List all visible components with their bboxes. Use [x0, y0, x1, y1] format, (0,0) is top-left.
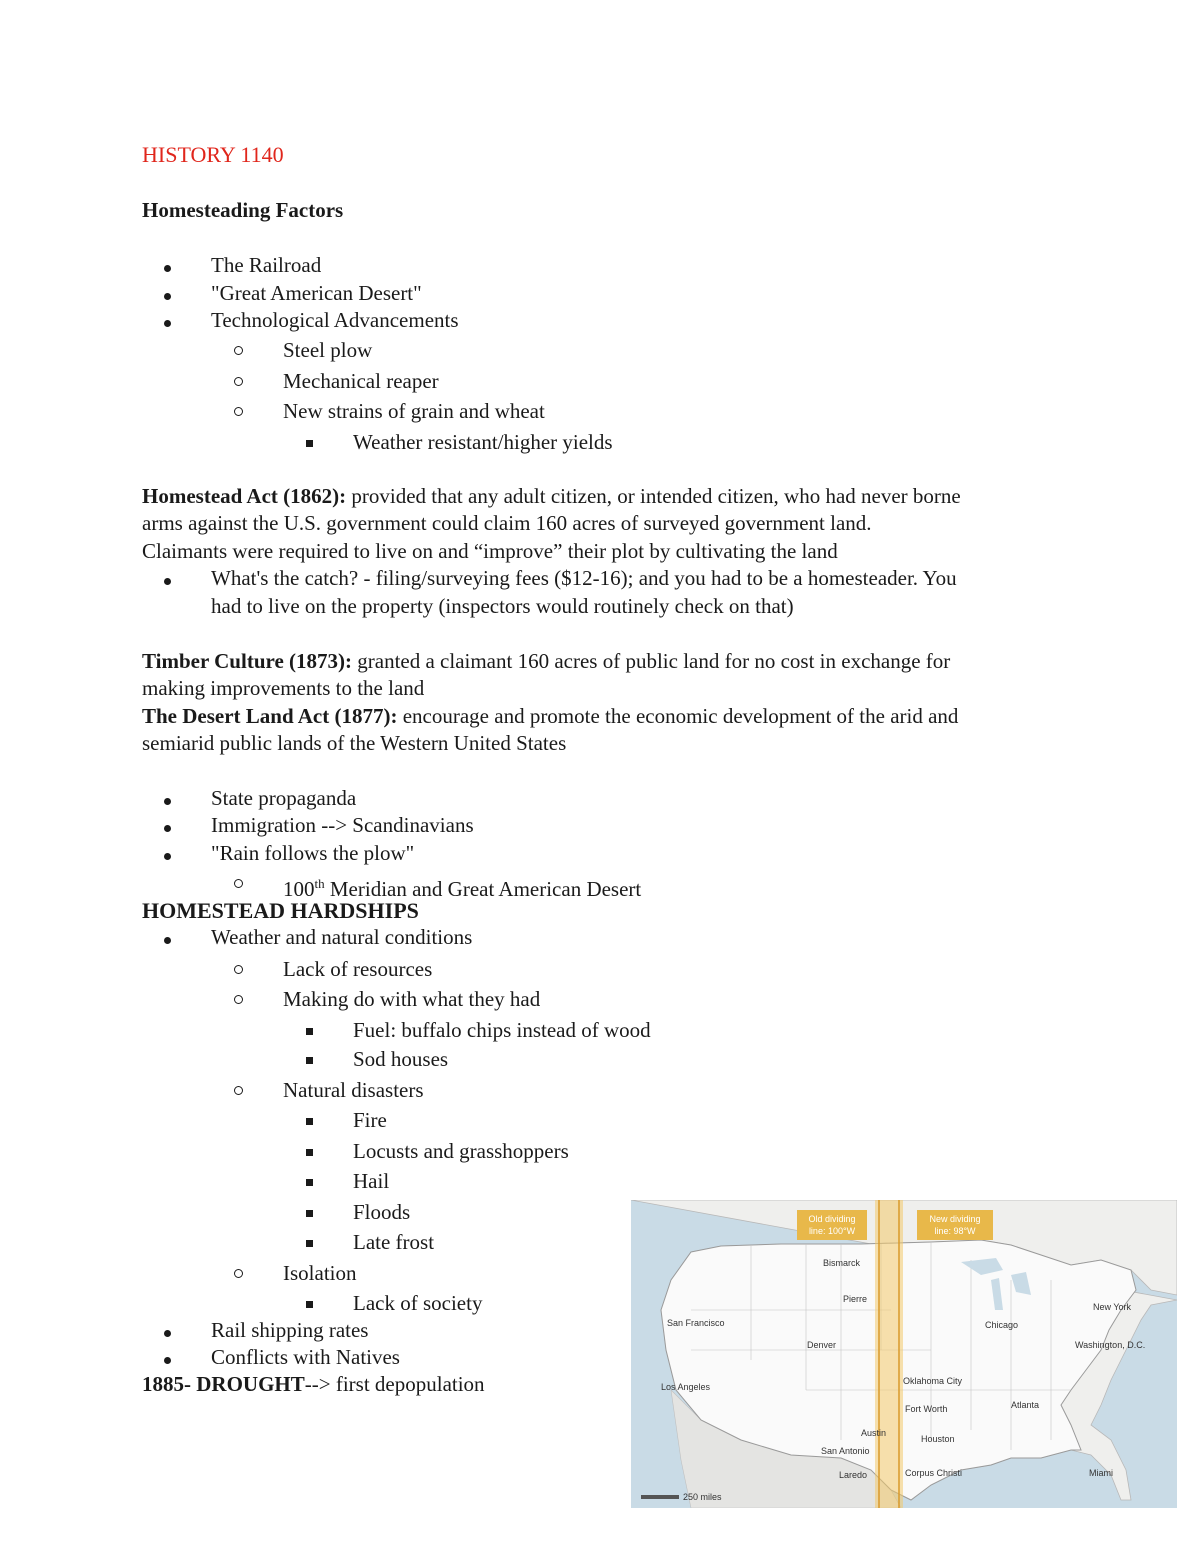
factors-heading: Homesteading Factors — [142, 198, 344, 222]
list-item: Steel plow — [0, 337, 1200, 365]
bullet-square — [306, 1168, 313, 1196]
list-item: Conflicts with Natives — [0, 1344, 1200, 1372]
hardships-heading: HOMESTEAD HARDSHIPS — [142, 898, 419, 923]
list-item: Mechanical reaper — [0, 368, 1200, 396]
old-line-label: Old dividing — [808, 1214, 856, 1224]
list-item: Late frost — [0, 1229, 1200, 1257]
city-label: Washington, D.C. — [1075, 1340, 1146, 1350]
city-label: Miami — [1089, 1468, 1113, 1478]
list-item: Floods — [0, 1199, 1200, 1227]
drought-line: 1885- DROUGHT--> first depopulation — [142, 1372, 485, 1396]
timber-culture-paragraph: Timber Culture (1873): granted a claimant 160 acres of public land for no cost in exchange for — [142, 649, 951, 673]
course-title: HISTORY 1140 — [142, 142, 284, 167]
list-item: Sod houses — [0, 1046, 1200, 1074]
map-scale-label: 250 miles — [683, 1492, 722, 1502]
list-item: Technological Advancements — [0, 307, 1200, 335]
list-item: Locusts and grasshoppers — [0, 1138, 1200, 1166]
list-item: Natural disasters — [0, 1077, 1200, 1105]
bullet-dot — [164, 812, 171, 839]
svg-text:line: 98°W: line: 98°W — [934, 1226, 976, 1236]
city-label: Fort Worth — [905, 1404, 948, 1414]
city-label: Laredo — [839, 1470, 868, 1480]
list-item: Immigration --> Scandinavians — [0, 812, 1200, 840]
bullet-square — [306, 1107, 313, 1135]
list-item: 100th Meridian and Great American Desert — [0, 870, 1200, 898]
list-item: Hail — [0, 1168, 1200, 1196]
list-item: Lack of society — [0, 1290, 1200, 1318]
homestead-act-paragraph: Homestead Act (1862): provided that any adult citizen, or intended citizen, who had never borne — [142, 484, 961, 508]
city-label: New York — [1093, 1302, 1132, 1312]
city-label: Bismarck — [823, 1258, 861, 1268]
bullet-circle — [234, 870, 243, 897]
list-item: Lack of resources — [0, 956, 1200, 984]
list-item: Rail shipping rates — [0, 1317, 1200, 1345]
paragraph-line: Claimants were required to live on and “improve” their plot by cultivating the land — [142, 539, 838, 563]
bullet-square — [306, 1017, 313, 1045]
bullet-dot — [164, 565, 171, 592]
map-scale-bar — [641, 1495, 679, 1499]
list-item-continuation: had to live on the property (inspectors would routinely check on that) — [211, 594, 794, 618]
list-item: Weather and natural conditions — [0, 924, 1200, 952]
new-line-label: New dividing — [929, 1214, 981, 1224]
bullet-dot — [164, 1344, 171, 1371]
bullet-dot — [164, 1317, 171, 1344]
bullet-square — [306, 1229, 313, 1257]
list-item: Making do with what they had — [0, 986, 1200, 1014]
bullet-dot — [164, 252, 171, 279]
list-item: Fire — [0, 1107, 1200, 1135]
bullet-dot — [164, 924, 171, 951]
list-item: Isolation — [0, 1260, 1200, 1288]
city-label: Atlanta — [1011, 1400, 1040, 1410]
paragraph-line: making improvements to the land — [142, 676, 425, 700]
bullet-circle — [234, 986, 243, 1013]
list-item: "Rain follows the plow" — [0, 840, 1200, 868]
bullet-dot — [164, 785, 171, 812]
city-label: San Francisco — [667, 1318, 725, 1328]
city-label: San Antonio — [821, 1446, 870, 1456]
paragraph-line: arms against the U.S. government could claim 160 acres of surveyed government land. — [142, 511, 872, 535]
svg-text:line: 100°W: line: 100°W — [808, 1226, 856, 1236]
bullet-circle — [234, 956, 243, 983]
bullet-square — [306, 1138, 313, 1166]
list-item: What's the catch? - filing/surveying fees ($12-16); and you had to be a homesteader. You — [0, 565, 1200, 593]
bullet-circle — [234, 368, 243, 395]
us-dividing-line-map — [631, 1200, 1177, 1508]
bullet-circle — [234, 1260, 243, 1287]
list-item: Weather resistant/higher yields — [0, 429, 1200, 457]
bullet-dot — [164, 280, 171, 307]
city-label: Pierre — [843, 1294, 868, 1304]
city-label: Denver — [807, 1340, 837, 1350]
list-item: "Great American Desert" — [0, 280, 1200, 308]
paragraph-line: semiarid public lands of the Western United States — [142, 731, 567, 755]
list-item: The Railroad — [0, 252, 1200, 280]
city-label: Austin — [861, 1428, 887, 1438]
bullet-square — [306, 1046, 313, 1074]
bullet-square — [306, 1290, 313, 1318]
city-label: Los Angeles — [661, 1382, 711, 1392]
city-label: Corpus Christi — [905, 1468, 963, 1478]
bullet-dot — [164, 840, 171, 867]
city-label: Houston — [921, 1434, 955, 1444]
desert-land-act-paragraph: The Desert Land Act (1877): encourage and promote the economic development of the arid and — [142, 704, 959, 728]
bullet-square — [306, 1199, 313, 1227]
list-item: Fuel: buffalo chips instead of wood — [0, 1017, 1200, 1045]
bullet-square — [306, 429, 313, 457]
bullet-circle — [234, 398, 243, 425]
list-item: State propaganda — [0, 785, 1200, 813]
city-label: Oklahoma City — [903, 1376, 963, 1386]
bullet-circle — [234, 1077, 243, 1104]
city-label: Chicago — [985, 1320, 1019, 1330]
bullet-dot — [164, 307, 171, 334]
bullet-circle — [234, 337, 243, 364]
list-item: New strains of grain and wheat — [0, 398, 1200, 426]
